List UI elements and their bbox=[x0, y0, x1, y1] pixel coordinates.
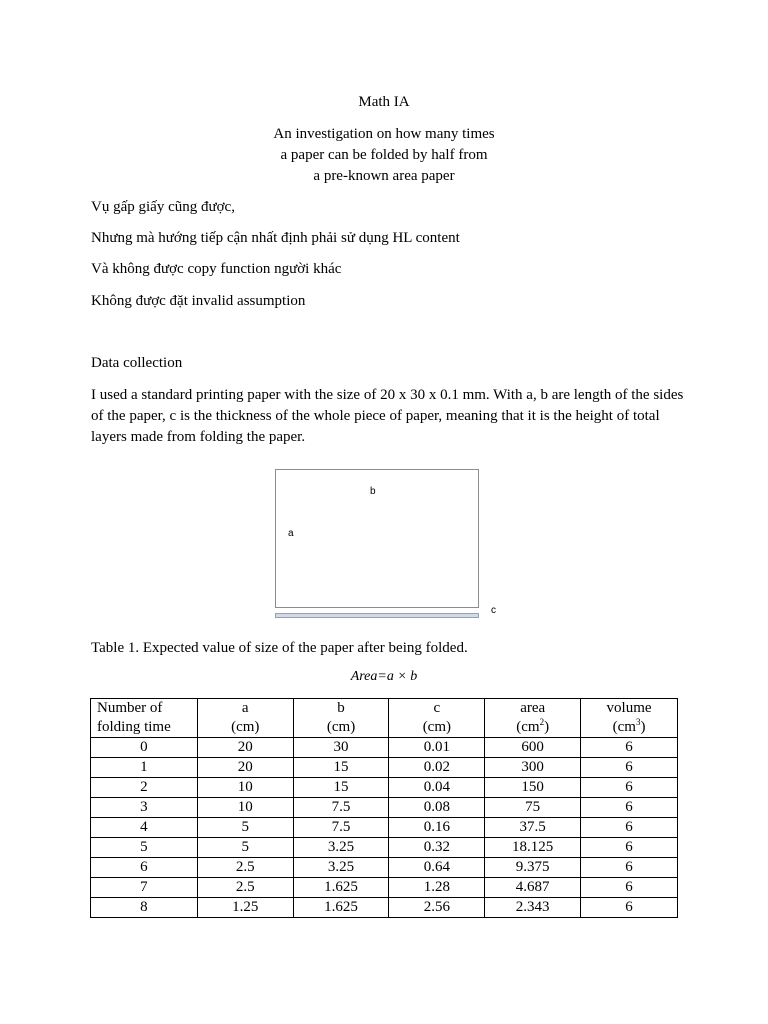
table-cell: 75 bbox=[485, 798, 581, 818]
table-header-row bbox=[91, 699, 678, 738]
subtitle-line-2: a paper can be folded by half from bbox=[280, 147, 488, 163]
table-cell: 2.343 bbox=[485, 898, 581, 918]
table-cell: 6 bbox=[581, 858, 678, 878]
table-cell: 6 bbox=[581, 758, 678, 778]
table-cell: 15 bbox=[293, 778, 389, 798]
table-row bbox=[91, 758, 678, 778]
table-cell: 3.25 bbox=[293, 838, 389, 858]
table-cell: 150 bbox=[485, 778, 581, 798]
section-paragraph: I used a standard printing paper with the size of 20 x 30 x 0.1 mm. With a, b are length of the sides of the paper, c is the thickness of the whole piece of paper, meaning that it is the height of total layers made from folding the paper. bbox=[91, 387, 684, 445]
table-cell: 6 bbox=[581, 738, 678, 758]
area-formula: Area=a × b bbox=[350, 669, 418, 684]
table-caption: Table 1. Expected value of size of the paper after being folded. bbox=[91, 640, 468, 656]
table-row bbox=[91, 818, 678, 838]
header-folding-time: Number of folding time bbox=[91, 699, 198, 738]
subtitle-line-3: a pre-known area paper bbox=[313, 168, 455, 184]
table-cell: 2.56 bbox=[389, 898, 485, 918]
table-cell: 3 bbox=[91, 798, 198, 818]
table-cell: 4.687 bbox=[485, 878, 581, 898]
section-heading: Data collection bbox=[91, 355, 183, 371]
table-cell: 6 bbox=[581, 818, 678, 838]
table-cell: 20 bbox=[197, 758, 293, 778]
data-table bbox=[90, 698, 678, 918]
table-cell: 6 bbox=[581, 878, 678, 898]
table-row bbox=[91, 878, 678, 898]
label-c: c bbox=[491, 605, 496, 616]
table-row bbox=[91, 738, 678, 758]
table-cell: 600 bbox=[485, 738, 581, 758]
table-row bbox=[91, 778, 678, 798]
table-row bbox=[91, 898, 678, 918]
subtitle-line-1: An investigation on how many times bbox=[273, 126, 495, 142]
table-cell: 2.5 bbox=[197, 858, 293, 878]
table-cell: 300 bbox=[485, 758, 581, 778]
table-cell: 0.04 bbox=[389, 778, 485, 798]
table-cell: 6 bbox=[581, 798, 678, 818]
table-cell: 30 bbox=[293, 738, 389, 758]
label-b: b bbox=[370, 486, 376, 497]
table-cell: 0.02 bbox=[389, 758, 485, 778]
table-cell: 2 bbox=[91, 778, 198, 798]
note-line-2: Nhưng mà hướng tiếp cận nhất định phải sử dụng HL content bbox=[91, 230, 460, 246]
table-cell: 0.16 bbox=[389, 818, 485, 838]
table-cell: 0.01 bbox=[389, 738, 485, 758]
table-row bbox=[91, 838, 678, 858]
table-row bbox=[91, 798, 678, 818]
note-line-3: Và không được copy function người khác bbox=[91, 261, 342, 277]
paper-rectangle bbox=[275, 469, 479, 608]
table-cell: 6 bbox=[581, 838, 678, 858]
table-cell: 2.5 bbox=[197, 878, 293, 898]
table-cell: 6 bbox=[581, 898, 678, 918]
table-cell: 1 bbox=[91, 758, 198, 778]
table-cell: 37.5 bbox=[485, 818, 581, 838]
table-cell: 3.25 bbox=[293, 858, 389, 878]
table-cell: 6 bbox=[581, 778, 678, 798]
table-cell: 0.08 bbox=[389, 798, 485, 818]
table-cell: 5 bbox=[197, 818, 293, 838]
table-cell: 0 bbox=[91, 738, 198, 758]
note-line-4: Không được đặt invalid assumption bbox=[91, 293, 306, 309]
table-cell: 18.125 bbox=[485, 838, 581, 858]
table-cell: 0.64 bbox=[389, 858, 485, 878]
table-cell: 1.25 bbox=[197, 898, 293, 918]
header-volume: volume $(cm^3)$ bbox=[581, 699, 678, 738]
label-a: a bbox=[288, 528, 294, 539]
table-cell: 7.5 bbox=[293, 798, 389, 818]
paper-thickness-bar bbox=[275, 613, 479, 618]
header-c: c (cm) bbox=[389, 699, 485, 738]
table-cell: 7.5 bbox=[293, 818, 389, 838]
table-cell: 10 bbox=[197, 778, 293, 798]
table-cell: 9.375 bbox=[485, 858, 581, 878]
header-area: area $(cm^2)$ bbox=[485, 699, 581, 738]
table-cell: 0.32 bbox=[389, 838, 485, 858]
page-title: Math IA bbox=[358, 94, 410, 110]
table-cell: 15 bbox=[293, 758, 389, 778]
table-cell: 4 bbox=[91, 818, 198, 838]
table-cell: 7 bbox=[91, 878, 198, 898]
table-cell: 10 bbox=[197, 798, 293, 818]
note-line-1: Vụ gấp giấy cũng được, bbox=[91, 199, 235, 215]
table-cell: 20 bbox=[197, 738, 293, 758]
header-a: a (cm) bbox=[197, 699, 293, 738]
table-cell: 1.625 bbox=[293, 878, 389, 898]
table-cell: 1.28 bbox=[389, 878, 485, 898]
table-cell: 5 bbox=[197, 838, 293, 858]
table-cell: 1.625 bbox=[293, 898, 389, 918]
table-row bbox=[91, 858, 678, 878]
table-cell: 5 bbox=[91, 838, 198, 858]
table-cell: 8 bbox=[91, 898, 198, 918]
table-cell: 6 bbox=[91, 858, 198, 878]
header-b: b (cm) bbox=[293, 699, 389, 738]
